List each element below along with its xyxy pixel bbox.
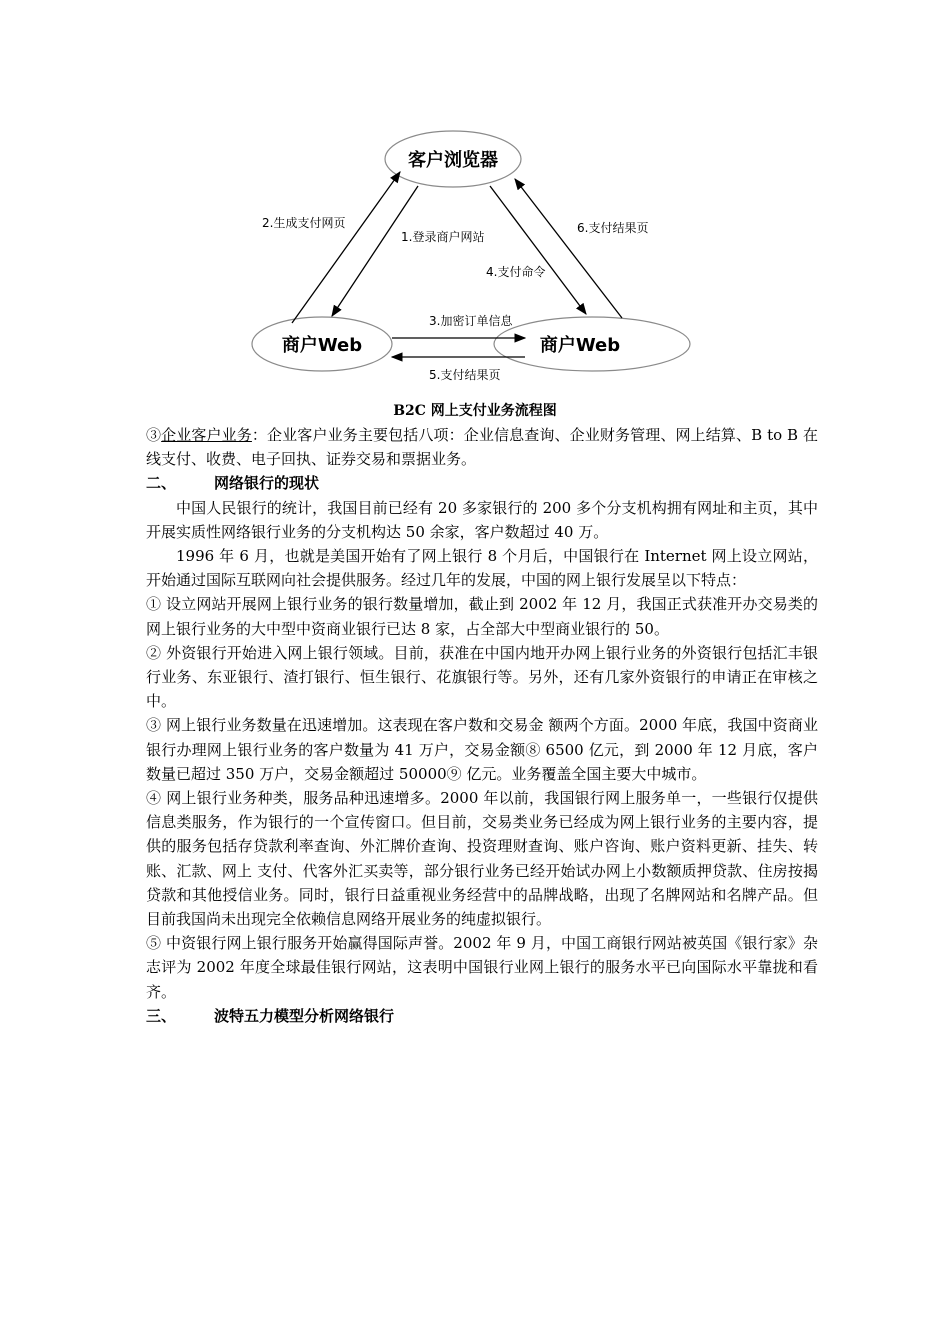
list-item: ③ 网上银行业务数量在迅速增加。这表现在客户数和交易金 额两个方面。2000 年底，我国中资商业银行办理网上银行业务的客户数量为 41 万户，交易金额⑧ 6500 亿元，到 2000 年 12 月底，客户数量已超过 350 万户，交易金额超过 50000⑨ 亿元。业务覆盖全国主要大中城市。 — [146, 716, 818, 783]
section2-heading — [146, 471, 818, 495]
arrow-step1 — [332, 186, 418, 316]
step1-label: 1.登录商户网站 — [401, 230, 485, 244]
section3-heading — [146, 1004, 818, 1028]
diagram-caption: B2C 网上支付业务流程图 — [393, 403, 557, 419]
section3-title: 波特五力模型分析网络银行 — [214, 1006, 395, 1025]
step5-label: 5.支付结果页 — [429, 368, 501, 382]
merchant-web-right-label: 商户Web — [539, 335, 621, 356]
section2-title: 网络银行的现状 — [214, 474, 320, 493]
section2-para2: 1996 年 6 月，也就是美国开始有了网上银行 8 个月后，中国银行在 Internet 网上设立网站，开始通过国际互联网向社会提供服务。经过几年的发展，中国的网上银行发展呈以下特点： — [146, 547, 818, 590]
enterprise-paragraph — [146, 423, 818, 471]
section2-number: 二、 — [146, 474, 177, 493]
arrow-step6 — [515, 179, 622, 318]
section2-para1: 中国人民银行的统计，我国目前已经有 20 多家银行的 200 多个分支机构拥有网址和主页，其中开展实质性网络银行业务的分支机构达 50 余家，客户数超过 40 万。 — [146, 498, 818, 541]
list-item: ① 设立网站开展网上银行业务的银行数量增加，截止到 2002 年 12 月，我国正式获准开办交易类的网上银行业务的大中型中资商业银行已达 8 家，占全部大中型商业银行的 50。 — [146, 595, 818, 638]
merchant-web-left-label: 商户Web — [281, 335, 363, 356]
arrow-step2 — [292, 172, 400, 323]
step6-label: 6.支付结果页 — [577, 221, 649, 235]
body-text — [146, 423, 818, 1028]
step3-label: 3.加密订单信息 — [429, 314, 513, 328]
list-item: ⑤ 中资银行网上银行服务开始赢得国际声誉。2002 年 9 月，中国工商银行网站被英国《银行家》杂志评为 2002 年度全球最佳银行网站，这表明中国银行业网上银行的服务水平已向国际水平靠拢和看齐。 — [146, 934, 818, 1001]
b2c-payment-flow-diagram — [240, 128, 710, 390]
step2-label: 2.生成支付网页 — [262, 216, 346, 230]
enterprise-body: ：企业客户业务主要包括八项：企业信息查询、企业财务管理、网上结算、B to B 在线支付、收费、电子回执、证券交易和票据业务。 — [146, 426, 818, 469]
browser-label: 客户浏览器 — [408, 150, 498, 171]
list-item: ② 外资银行开始进入网上银行领域。目前，获准在中国内地开办网上银行业务的外资银行包括汇丰银行业务、东亚银行、渣打银行、恒生银行、花旗银行等。另外，还有几家外资银行的申请正在审核之中。 — [146, 643, 818, 711]
list-item: ④ 网上银行业务种类，服务品种迅速增多。2000 年以前，我国银行网上服务单一，一些银行仅提供信息类服务，作为银行的一个宣传窗口。但目前，交易类业务已经成为网上银行业务的主要内容，提供的服务包括存贷款利率查询、外汇牌价查询、投资理财查询、账户咨询、账户资料更新、挂失、转账、汇款、网上 支付、代客外汇买卖等，部分银行业务已经开始试办网上小数额质押贷款、住房按揭贷款和其他授信业务。同时，银行日益重视业务经营中的品牌战略，出现了名牌网站和名牌产品。但目前我国尚未出现完全依赖信息网络开展业务的纯虚拟银行。 — [146, 789, 818, 929]
step4-label: 4.支付命令 — [486, 265, 546, 279]
enterprise-title: 企业客户业务 — [161, 426, 252, 444]
arrow-step4 — [490, 186, 586, 314]
enterprise-marker: ③ — [146, 426, 162, 444]
section3-number: 三、 — [146, 1006, 177, 1025]
